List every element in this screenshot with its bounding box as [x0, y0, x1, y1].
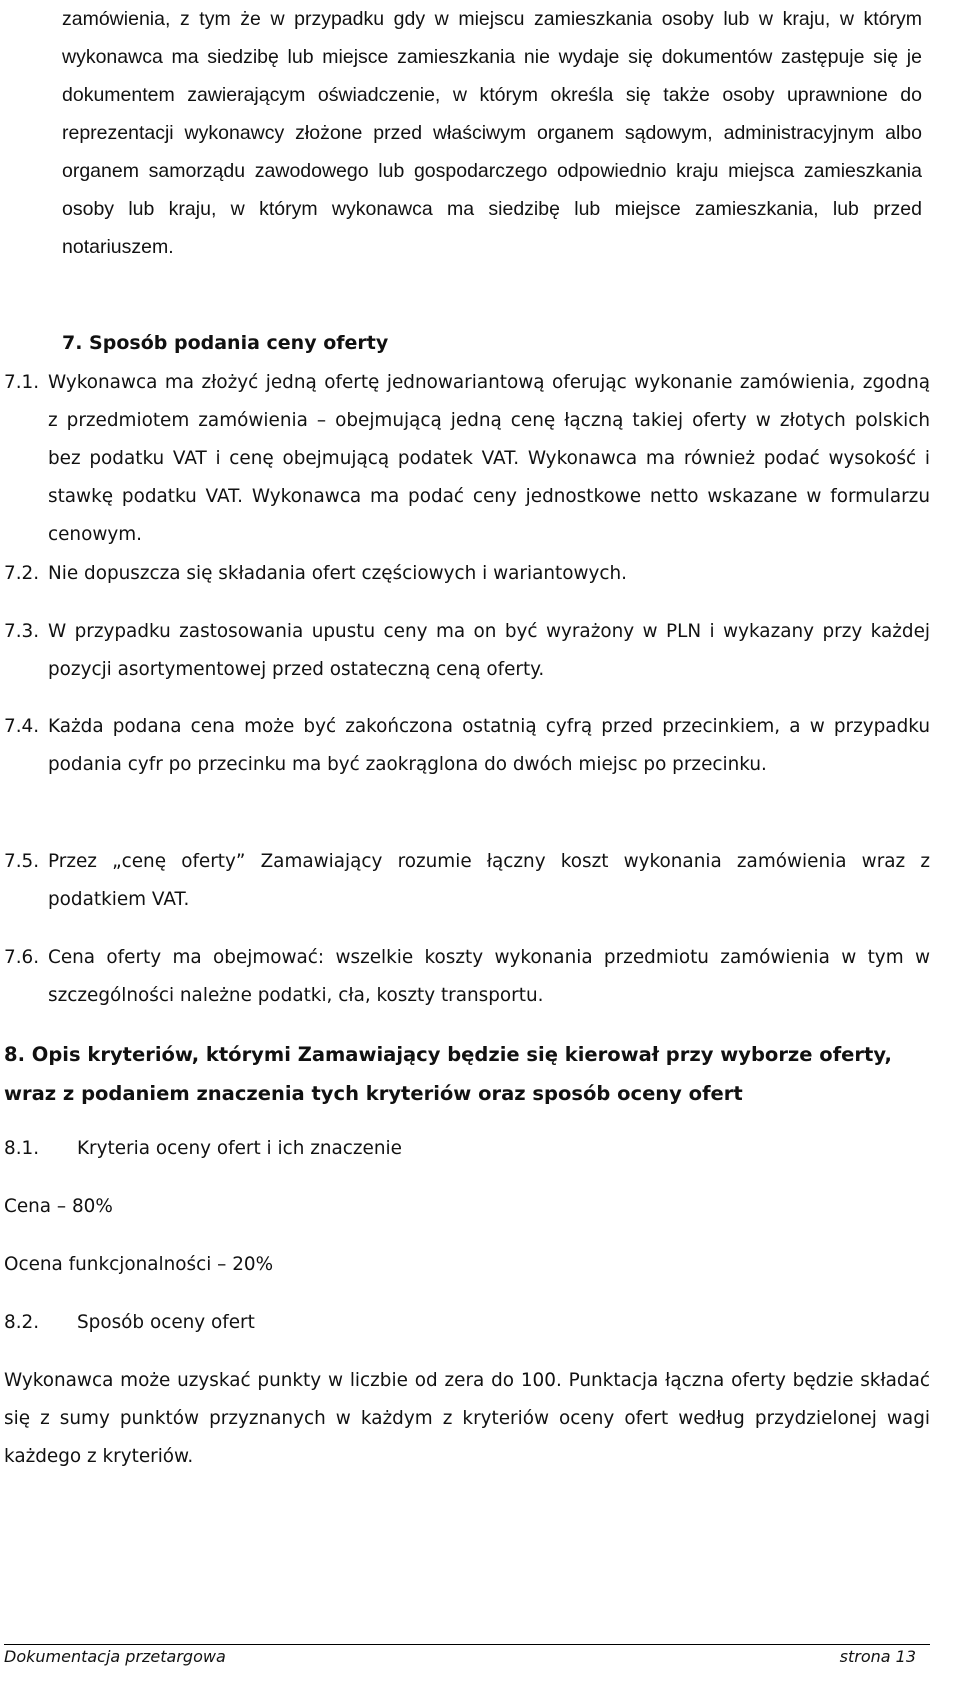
item-number: 7.2.	[4, 563, 40, 584]
subsection-8-1-number: 8.1.	[4, 1138, 40, 1159]
item-text: Każda podana cena może być zakończona ostatnią cyfrą przed przecinkiem, a w przypadku podania cyfr po przecinku ma być zaokrąglona do dwóch miejsc po przecinku.	[48, 716, 930, 775]
item-text: Przez „cenę oferty” Zamawiający rozumie łączny koszt wykonania zamówienia wraz z podatkiem VAT.	[48, 851, 930, 910]
item-number: 7.1.	[4, 372, 40, 393]
item-text: Wykonawca ma złożyć jedną ofertę jednowariantową oferując wykonanie zamówienia, zgodną z przedmiotem zamówienia – obejmującą jedną cenę łączną takiej oferty w złotych polskich bez podatku VAT i cenę obejmującą podatek VAT. Wykonawca ma również podać wysokość i stawkę podatku VAT. Wykonawca ma podać ceny jednostkowe netto wskazane w formularzu cenowym.	[48, 372, 930, 545]
footer-divider	[4, 1644, 930, 1645]
item-text: W przypadku zastosowania upustu ceny ma on być wyrażony w PLN i wykazany przy każdej pozycji asortymentowej przed ostateczną ceną oferty.	[48, 621, 930, 680]
scoring-paragraph: Wykonawca może uzyskać punkty w liczbie od zera do 100. Punktacja łączna oferty będzie składać się z sumy punktów przyznanych w każdym z kryteriów oceny ofert według przydzielonej wagi każdego z kryteriów.	[4, 1370, 930, 1467]
criterion-functionality: Ocena funkcjonalności – 20%	[4, 1254, 274, 1275]
subsection-8-2-title: Sposób oceny ofert	[77, 1312, 255, 1333]
subsection-8-2-number: 8.2.	[4, 1312, 40, 1333]
section-7-heading: 7. Sposób podania ceny oferty	[62, 332, 389, 354]
item-text: Cena oferty ma obejmować: wszelkie koszty wykonania przedmiotu zamówienia w tym w szczególności należne podatki, cła, koszty transportu.	[48, 947, 930, 1006]
list-item	[4, 364, 930, 554]
item-text: Nie dopuszcza się składania ofert częściowych i wariantowych.	[48, 563, 627, 584]
intro-paragraph	[62, 0, 922, 266]
page-footer	[4, 1644, 930, 1674]
section-8-heading: 8. Opis kryteriów, którymi Zamawiający będzie się kierował przy wyborze oferty, wraz z podaniem znaczenia tych kryteriów oraz sposób oceny ofert	[4, 1043, 892, 1105]
list-item	[4, 843, 930, 919]
footer-document-title: Dokumentacja przetargowa	[4, 1647, 226, 1666]
list-item	[4, 939, 930, 1015]
list-item	[4, 555, 930, 593]
list-item	[4, 613, 930, 689]
subsection-8-1-title: Kryteria oceny ofert i ich znaczenie	[77, 1138, 402, 1159]
item-number: 7.3.	[4, 621, 40, 642]
intro-text: zamówienia, z tym że w przypadku gdy w miejscu zamieszkania osoby lub w kraju, w którym wykonawca ma siedzibę lub miejsce zamieszkania nie wydaje się dokumentów zastępuje się je dokumentem zawierającym oświadczenie, w którym określa się także osoby uprawnione do reprezentacji wykonawcy złożone przed właściwym organem sądowym, administracyjnym albo organem samorządu zawodowego lub gospodarczego odpowiednio kraju miejsca zamieszkania osoby lub kraju, w którym wykonawca ma siedzibę lub miejsce zamieszkania, lub przed notariuszem.	[62, 8, 922, 258]
item-number: 7.4.	[4, 716, 40, 737]
item-number: 7.5.	[4, 851, 40, 872]
criterion-price: Cena – 80%	[4, 1196, 113, 1217]
list-item	[4, 708, 930, 784]
item-number: 7.6.	[4, 947, 40, 968]
footer-page-number: strona 13	[839, 1647, 916, 1666]
